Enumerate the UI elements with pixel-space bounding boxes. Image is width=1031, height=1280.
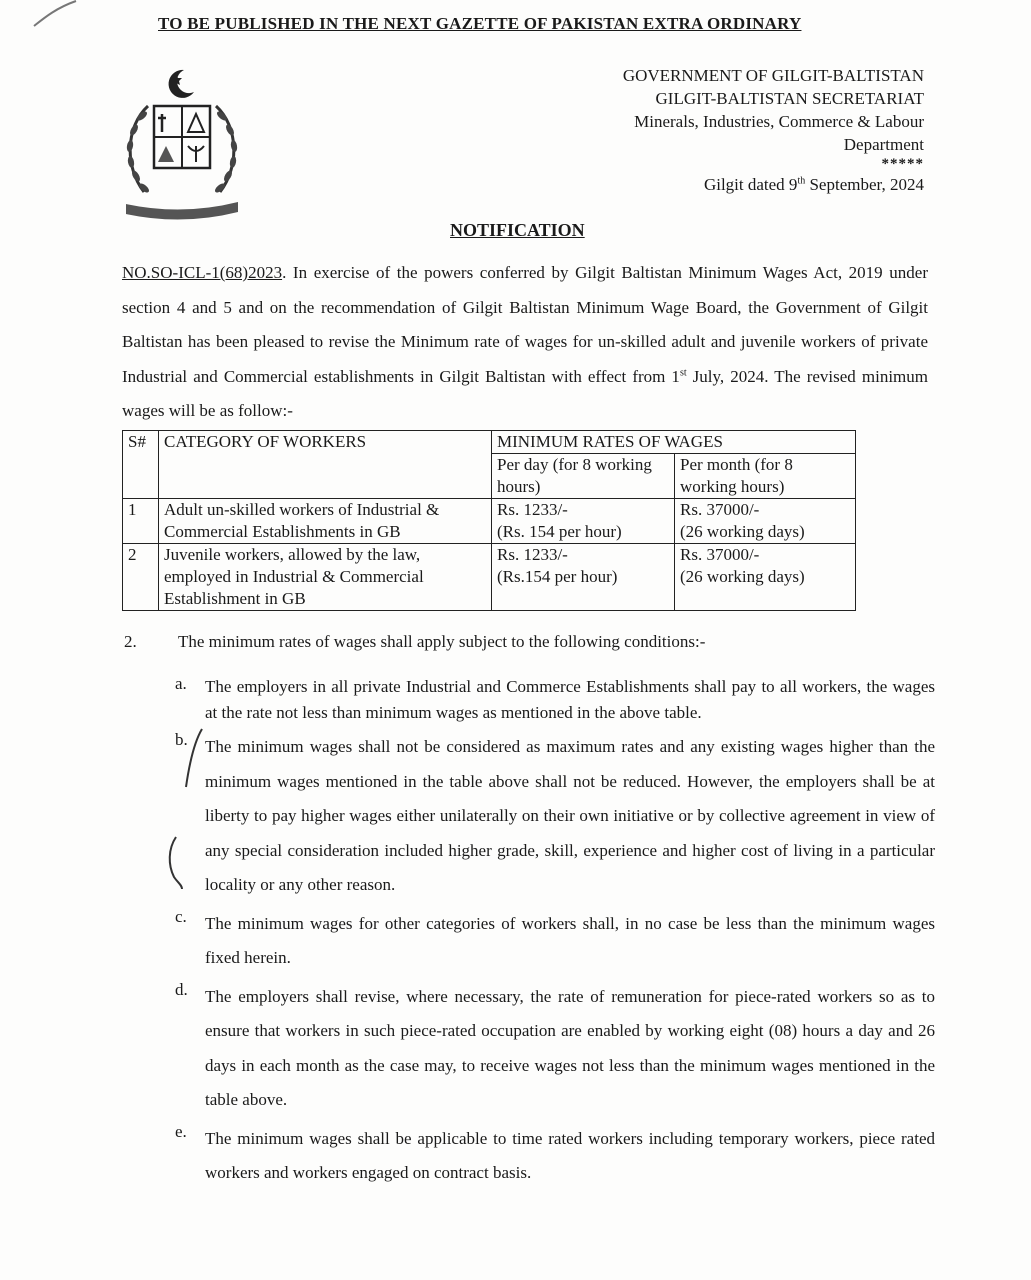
stars-divider: ***** bbox=[881, 156, 924, 172]
condition-marker: a. bbox=[175, 674, 187, 693]
intro-text-part1: . In exercise of the powers conferred by Gilgit Baltistan Minimum Wages Act, 2019 under section 4 and 5 and on the recommendation of Gilgit Baltistan Minimum Wage Board, the Government of Gilgit Baltistan has been pleased to revise the Minimum rate of wages for un-skilled adult and juvenile workers of private Industrial and Commercial establishments in Gilgit Baltistan with effect from 1 bbox=[122, 263, 928, 386]
handwritten-pen-mark bbox=[160, 725, 210, 905]
row-month-rate bbox=[675, 544, 856, 611]
notification-intro bbox=[122, 256, 928, 429]
gilgit-baltistan-emblem-icon bbox=[118, 66, 246, 222]
date-line bbox=[704, 175, 924, 195]
row-serial: 2 bbox=[123, 544, 159, 611]
month-rate-value: Rs. 37000/- bbox=[680, 500, 760, 519]
gazette-heading: TO BE PUBLISHED IN THE NEXT GAZETTE OF PAKISTAN EXTRA ORDINARY bbox=[158, 14, 802, 33]
pen-stroke-mark bbox=[30, 0, 80, 30]
list-item bbox=[175, 980, 935, 1118]
minimum-wages-table bbox=[122, 430, 856, 611]
month-rate-value: Rs. 37000/- bbox=[680, 545, 760, 564]
govt-line: GILGIT-BALTISTAN SECRETARIAT bbox=[655, 89, 924, 108]
table-row bbox=[123, 544, 856, 611]
list-item bbox=[175, 907, 935, 976]
condition-text: The minimum wages for other categories of workers shall, in no case be less than the minimum wages fixed herein. bbox=[205, 913, 935, 967]
government-address-block bbox=[623, 64, 924, 172]
header-category: CATEGORY OF WORKERS bbox=[159, 431, 492, 499]
govt-line: Department bbox=[843, 135, 924, 154]
condition-text: The employers in all private Industrial and Commerce Establishments shall pay to all workers, the wages at the rate not less than minimum wages as mentioned in the above table. bbox=[205, 677, 935, 722]
list-item bbox=[175, 1122, 935, 1191]
row-category: Juvenile workers, allowed by the law, employed in Industrial & Commercial Establishment in GB bbox=[159, 544, 492, 611]
date-prefix: Gilgit dated 9 bbox=[703, 175, 798, 194]
list-item bbox=[175, 674, 935, 726]
table-row bbox=[123, 499, 856, 544]
list-item bbox=[175, 730, 935, 903]
intro-text-part2: July, 2024. The revised minimum wages will be as follow:- bbox=[122, 366, 928, 420]
header-rates: MINIMUM RATES OF WAGES bbox=[492, 431, 856, 454]
day-rate-note: (Rs.154 per hour) bbox=[497, 567, 618, 586]
row-day-rate bbox=[492, 544, 675, 611]
day-rate-value: Rs. 1233/- bbox=[497, 500, 568, 519]
row-serial: 1 bbox=[123, 499, 159, 544]
row-category: Adult un-skilled workers of Industrial & Commercial Establishments in GB bbox=[159, 499, 492, 544]
paragraph-text: The minimum rates of wages shall apply subject to the following conditions:- bbox=[178, 632, 706, 651]
govt-line: GOVERNMENT OF GILGIT-BALTISTAN bbox=[622, 66, 924, 85]
condition-marker: e. bbox=[175, 1121, 187, 1141]
condition-marker: b. bbox=[175, 730, 188, 749]
subheader-per-month: Per month (for 8 working hours) bbox=[675, 454, 856, 499]
row-day-rate bbox=[492, 499, 675, 544]
condition-text: The employers shall revise, where necessary, the rate of remuneration for piece-rated workers so as to ensure that workers in such piece-rated occupation are enabled by working eight (08) hours a day and 26 days in each month as the case may, to receive wages not less than the minimum wages mentioned in the table above. bbox=[205, 986, 935, 1109]
month-rate-note: (26 working days) bbox=[680, 567, 805, 586]
date-superscript: th bbox=[797, 175, 806, 187]
conditions-list bbox=[175, 674, 935, 1195]
header-serial: S# bbox=[123, 431, 159, 499]
paragraph-2 bbox=[124, 632, 705, 652]
month-rate-note: (26 working days) bbox=[680, 522, 805, 541]
condition-marker: d. bbox=[175, 979, 188, 999]
govt-line: Minerals, Industries, Commerce & Labour bbox=[634, 112, 924, 131]
condition-marker: c. bbox=[175, 906, 187, 926]
condition-text: The minimum wages shall not be considered as maximum rates and any existing wages higher than the minimum wages mentioned in the table above shall not be reduced. However, the employers shall be at liberty to pay higher wages either unilaterally on their own initiative or by collective agreement in view of any special consideration included higher grade, skill, experience and higher cost of living in a particular locality or any other reason. bbox=[205, 737, 935, 894]
reference-number: NO.SO-ICL-1(68)2023 bbox=[122, 263, 283, 282]
date-suffix: September, 2024 bbox=[805, 175, 924, 194]
day-rate-value: Rs. 1233/- bbox=[497, 545, 568, 564]
intro-superscript: st bbox=[679, 366, 687, 378]
paragraph-number: 2. bbox=[124, 632, 137, 651]
condition-text: The minimum wages shall be applicable to time rated workers including temporary workers, piece rated workers and workers engaged on contract basis. bbox=[205, 1128, 935, 1182]
notification-title: NOTIFICATION bbox=[450, 220, 585, 240]
row-month-rate bbox=[675, 499, 856, 544]
day-rate-note: (Rs. 154 per hour) bbox=[497, 522, 622, 541]
table-header-row bbox=[123, 431, 856, 454]
subheader-per-day: Per day (for 8 working hours) bbox=[492, 454, 675, 499]
